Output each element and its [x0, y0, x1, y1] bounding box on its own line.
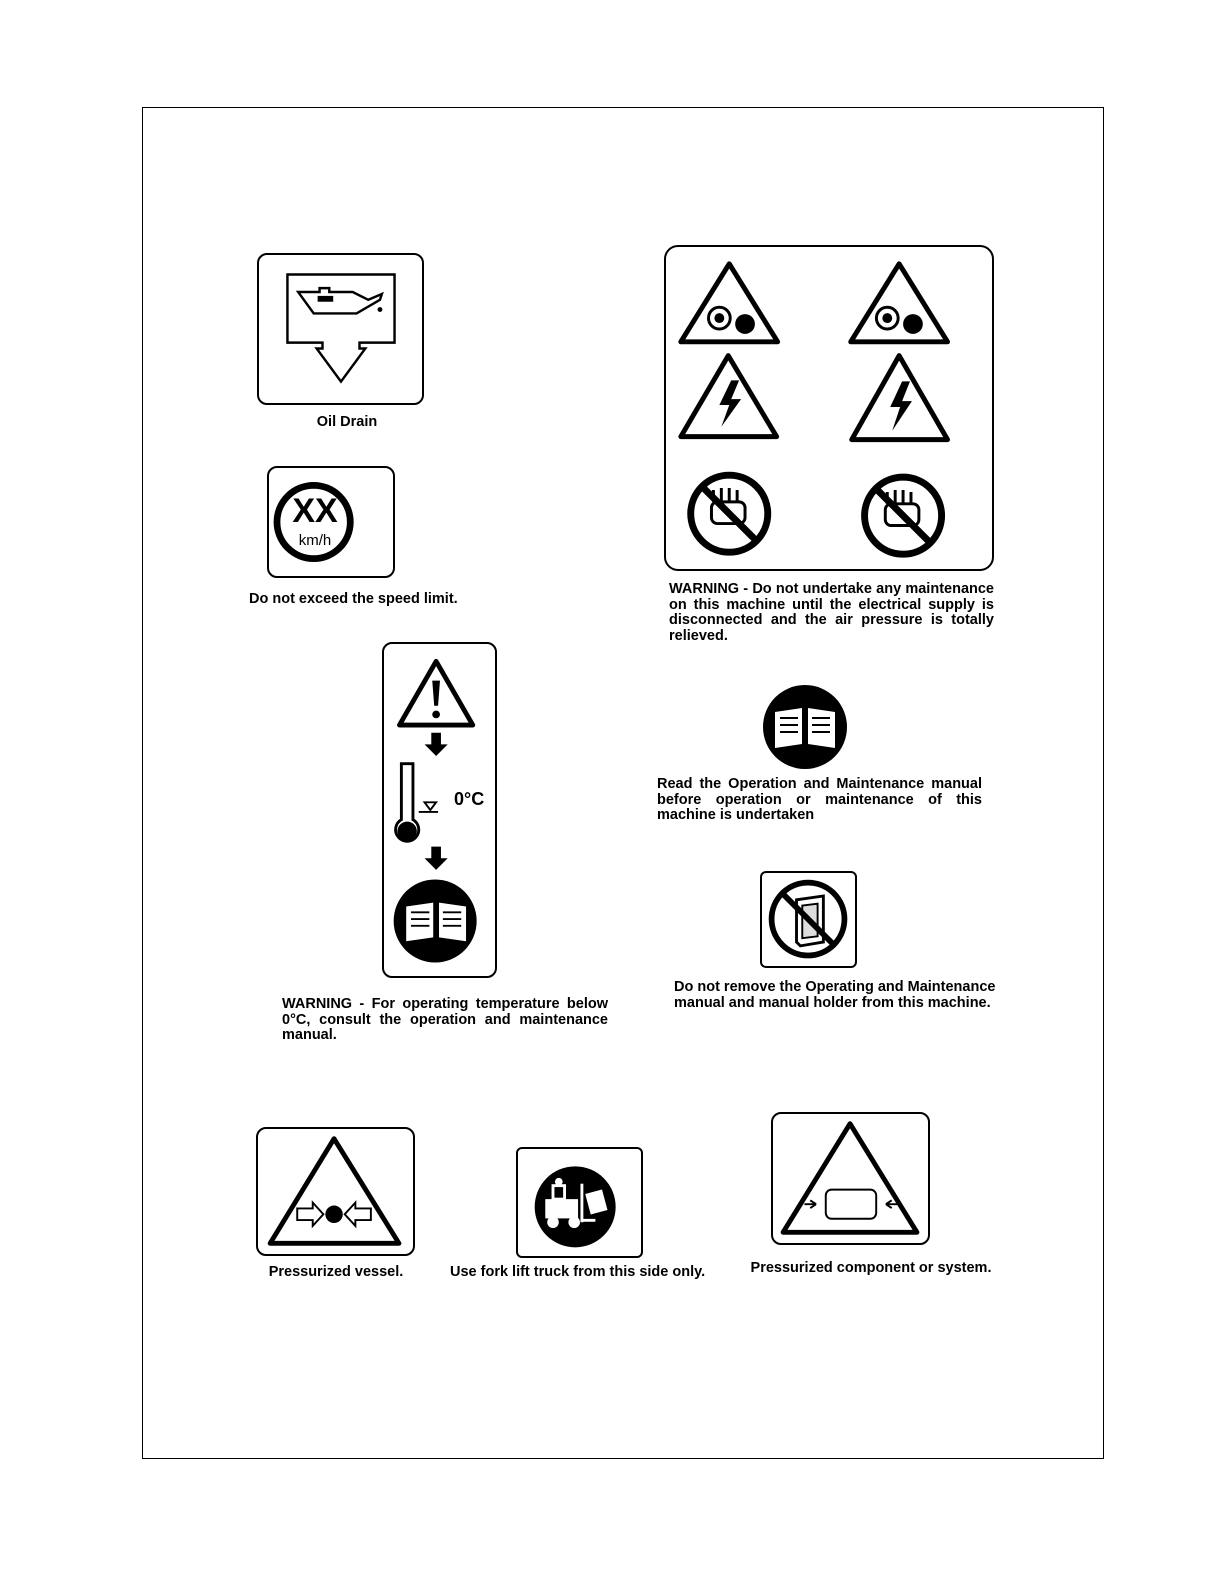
speed-limit-caption: Do not exceed the speed limit. [249, 591, 458, 607]
electric-shock-icon [681, 356, 777, 437]
maintenance-warning-decal [664, 245, 994, 571]
low-temperature-decal [382, 642, 497, 978]
no-hands-icon [691, 475, 768, 552]
pressurized-vessel-caption: Pressurized vessel. [268, 1264, 404, 1280]
rotating-parts-icon [851, 264, 948, 342]
speed-unit-text: km/h [298, 532, 332, 549]
fork-lift-caption: Use fork lift truck from this side only. [450, 1264, 706, 1280]
no-hands-icon [865, 477, 942, 554]
fork-lift-icon [518, 1149, 641, 1256]
fork-lift-decal [516, 1147, 643, 1258]
oil-drain-icon [259, 255, 422, 403]
oil-drain-decal [257, 253, 424, 405]
low-temperature-caption: WARNING - For operating temperature below 0°C, consult the operation and maintenance manual. [282, 996, 608, 1043]
maintenance-warning-caption: WARNING - Do not undertake any maintenance on this machine until the electrical supply is disconnected and the air pressure is totally relieved. [669, 581, 994, 644]
keep-manual-decal [760, 871, 857, 968]
pressurized-vessel-icon [258, 1129, 413, 1254]
electric-shock-icon [852, 356, 948, 440]
oil-drain-caption: Oil Drain [316, 414, 378, 430]
manual-book-icon [762, 684, 848, 770]
no-remove-manual-icon [762, 873, 855, 966]
speed-limit-decal [267, 466, 395, 578]
read-manual-caption: Read the Operation and Maintenance manual before operation or maintenance of this machine is undertaken [657, 776, 982, 823]
keep-manual-caption: Do not remove the Operating and Maintenance manual and manual holder from this machine. [674, 979, 996, 1011]
temperature-label: 0°C [454, 789, 485, 809]
maintenance-warning-icons [666, 247, 992, 569]
pressurized-vessel-decal [256, 1127, 415, 1256]
read-manual-decal [762, 684, 848, 770]
speed-value-text: XX [292, 492, 338, 530]
pressurized-component-decal [771, 1112, 930, 1245]
rotating-parts-icon [681, 264, 778, 342]
pressurized-component-caption: Pressurized component or system. [750, 1260, 992, 1276]
low-temperature-icons [384, 644, 495, 976]
pressurized-component-icon [773, 1114, 928, 1243]
